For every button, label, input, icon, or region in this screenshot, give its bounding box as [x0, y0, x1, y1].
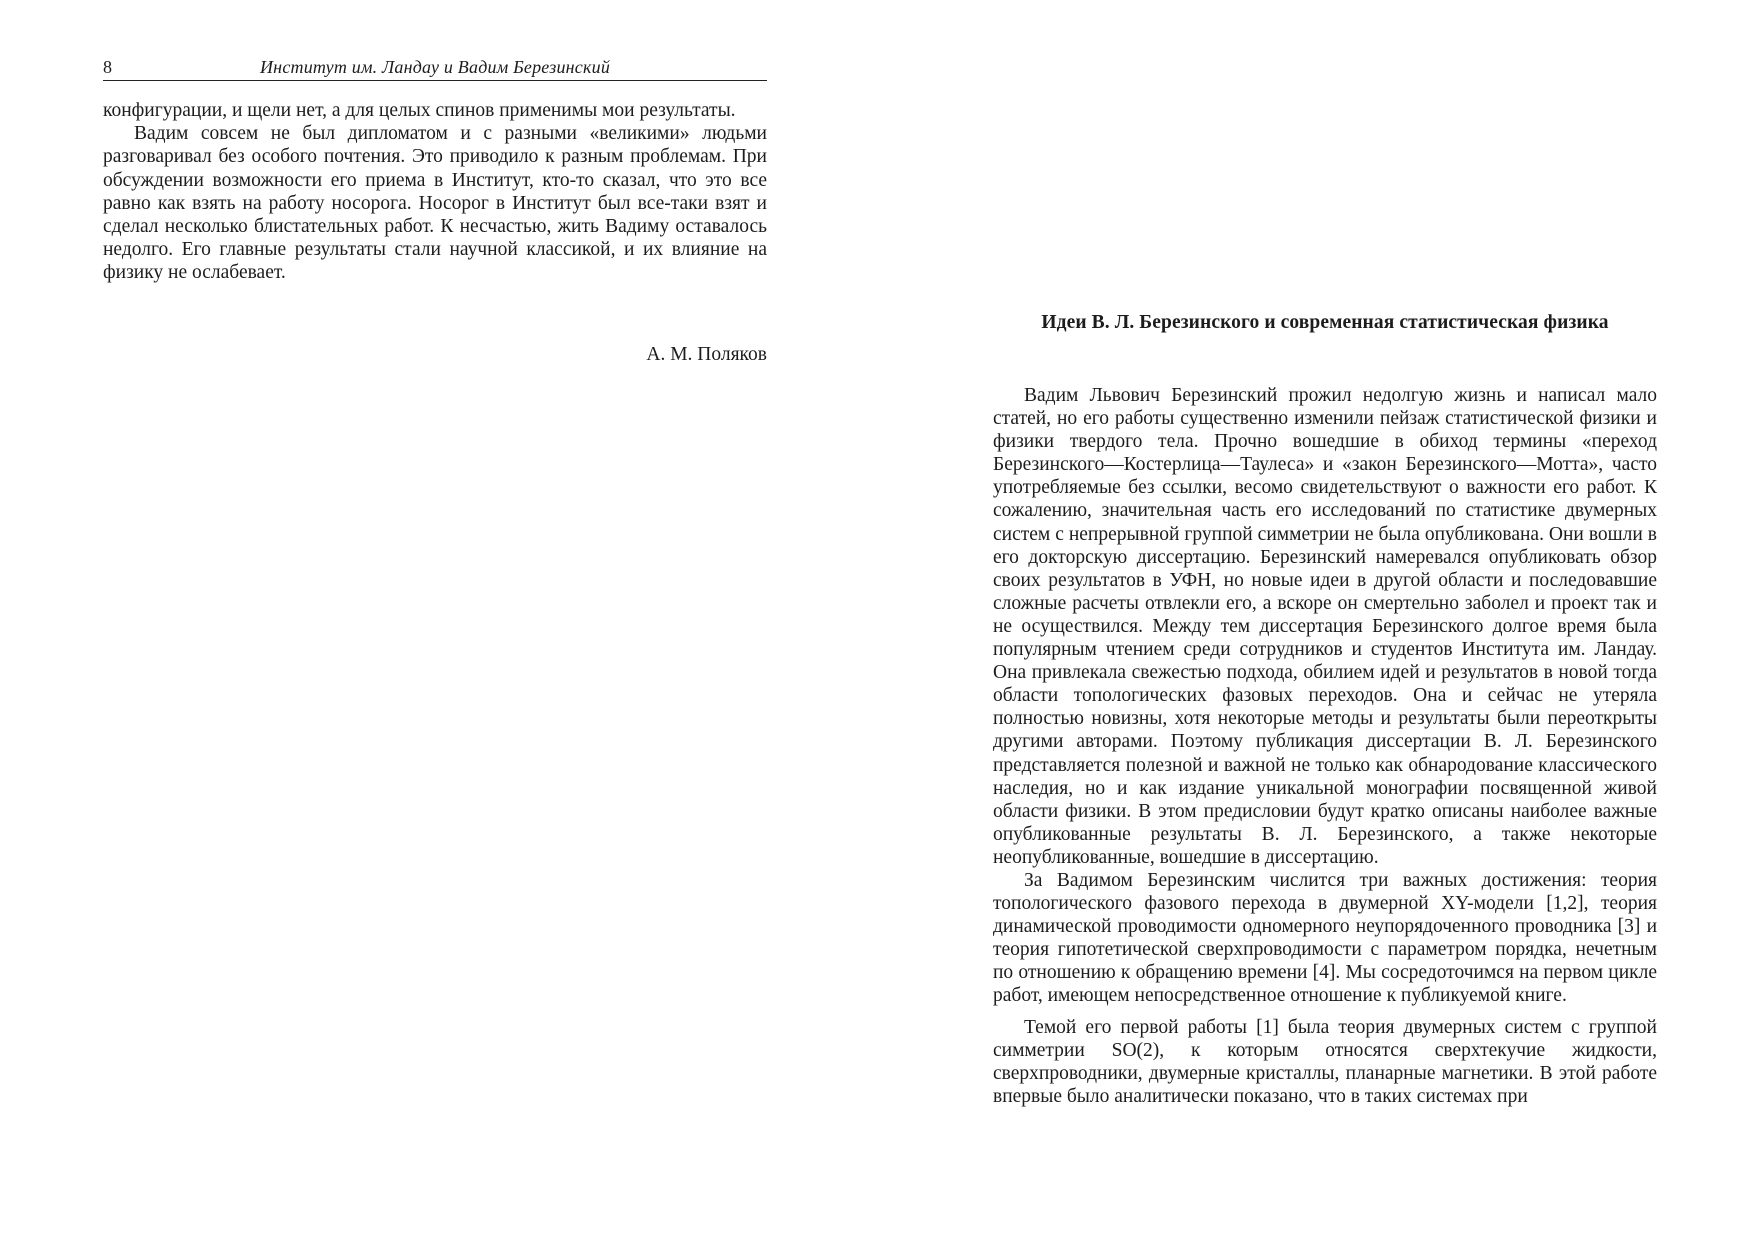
left-page [103, 56, 767, 367]
paragraph: конфигурации, и щели нет, а для целых спинов применимы мои результаты. [103, 100, 736, 121]
section-heading: Идеи В. Л. Березинского и современная статистическая физика [1041, 312, 1609, 333]
paragraph: Вадим Львович Березинский прожил недолгую жизнь и написал мало статей, но его работы существенно изменили пейзаж статистической физики и физики твердого тела. Прочно вошедшие в обиход термины «переход Березинского—Костерлица—Таулеса» и «закон Березинского—Мотта», часто употребляемые без ссылки, весомо свидетельствуют о важности его работ. К сожалению, значительная часть его исследований по статистике двумерных систем с непрерывной группой симметрии не была опубликована. Они вошли в его докторскую диссертацию. Березинский намеревался опубликовать обзор своих результатов в УФН, но новые идеи в другой области и последовавшие сложные расчеты отвлекли его, а вскоре он смертельно заболел и проект так и не осуществился. Между тем диссертация Березинского долгое время была популярным чтением среди сотрудников и студентов Института им. Ландау. Она привлекала свежестью подхода, обилием идей и результатов в новой тогда области топологических фазовых переходов. Она и сейчас не утеряла полностью новизны, хотя некоторые методы и результаты были переоткрыты другими авторами. Поэтому публикация диссертации В. Л. Березинского представляется полезной и важной не только как обнародование классического наследия, но и как издание уникальной монографии посвященной живой области физики. В этом предисловии будут кратко описаны наиболее важные опубликованные результаты В. Л. Березинского, а также некоторые неопубликованные, вошедшие в диссертацию. [993, 385, 1657, 868]
running-head [103, 56, 767, 81]
left-body [103, 99, 767, 285]
right-body [993, 384, 1657, 1108]
running-title: Институт им. Ландау и Вадим Березинский [259, 57, 611, 77]
right-page [993, 300, 1657, 1108]
page-number: 8 [103, 57, 112, 77]
paragraph: Вадим совсем не был дипломатом и с разными «великими» людьми разговаривал без особого почтения. Это приводило к разным проблемам. При обсуждении возможности его приема в Институт, кто-то сказал, что это все равно как взять на работу носорога. Носорог в Институт был все-таки взят и сделал несколько блистательных работ. К несчастью, жить Вадиму оставалось недолго. Его главные результаты стали научной классикой, и их влияние на физику не ослабевает. [103, 123, 767, 284]
paragraph: За Вадимом Березинским числится три важных достижения: теория топологического фазового перехода в двумерной XY-модели [1,2], теория динамической проводимости одномерного неупорядоченного проводника [3] и теория гипотетической сверхпроводимости с параметром порядка, нечетным по отношению к обращению времени [4]. Мы сосредоточимся на первом цикле работ, имеющем непосредственное отношение к публикуемой книге. [993, 869, 1657, 1007]
paragraph: Темой его первой работы [1] была теория двумерных систем с группой симметрии SO(2), к которым относятся сверхтекучие жидкости, сверхпроводники, двумерные кристаллы, планарные магнетики. В этой работе впервые было аналитически показано, что в таких системах при [993, 1016, 1657, 1107]
author-signature: А. М. Поляков [646, 343, 767, 365]
